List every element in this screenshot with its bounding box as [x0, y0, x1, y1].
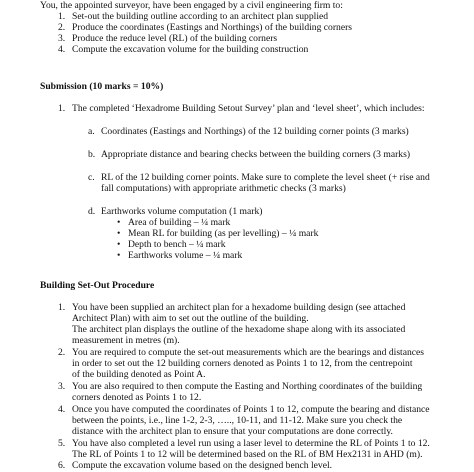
sub-item-text: RL of the 12 building corner points. Make sure to complete the level sheet (+ rise and	[101, 172, 430, 183]
intro-item-number: 1.	[58, 11, 66, 22]
bullet-text: Depth to bench – ¼ mark	[128, 239, 226, 250]
intro-item-number: 2.	[58, 22, 66, 33]
procedure-item-line: corners denoted as Points 1 to 12.	[72, 392, 202, 403]
procedure-item-number: 1.	[58, 302, 66, 313]
intro-item-text: Compute the excavation volume for the building construction	[72, 44, 309, 55]
procedure-item-number: 3.	[58, 381, 66, 392]
procedure-item-line: You are required to compute the set-out measurements which are the bearings and distances	[72, 347, 425, 358]
procedure-item-line: The architect plan displays the outline of the hexadome shape along with its associated	[72, 324, 406, 335]
sub-item-text: Appropriate distance and bearing checks between the building corners (3 marks)	[101, 149, 411, 160]
procedure-item-line: You have also completed a level run using a laser level to determine the RL of Points 1 to 12.	[72, 438, 430, 449]
intro-item-text: Set-out the building outline according to an architect plan supplied	[72, 11, 329, 22]
sub-item-text: Coordinates (Eastings and Northings) of the 12 building corner points (3 marks)	[101, 126, 409, 137]
sub-item-letter: b.	[88, 149, 96, 160]
procedure-item-number: 5.	[58, 438, 66, 449]
procedure-item-line: Architect Plan) with aim to set out the outline of the building.	[72, 313, 309, 324]
sub-item-letter: c.	[88, 172, 95, 183]
intro-lead: You, the appointed surveyor, have been engaged by a civil engineering firm to:	[40, 0, 343, 11]
procedure-item-line: between the points, i.e., line 1-2, 2-3, ….., 10-11, and 11-12. Make sure you check the	[72, 415, 403, 426]
intro-item-text: Produce the coordinates (Eastings and Northings) of the building corners	[72, 22, 353, 33]
bullet-text: Mean RL for building (as per levelling) – ¼ mark	[128, 228, 319, 239]
bullet-text: Area of building – ¼ mark	[128, 217, 231, 228]
procedure-item-line: measurement in metres (m).	[72, 335, 180, 346]
procedure-item-line: of the building denoted as Point A.	[72, 369, 206, 380]
bullet-text: Earthworks volume – ¼ mark	[128, 250, 243, 261]
submission-item-text: The completed ‘Hexadrome Building Setout Survey’ plan and ‘level sheet’, which includes:	[72, 103, 425, 114]
submission-heading: Submission (10 marks = 10%)	[40, 81, 164, 92]
procedure-item-line: You have been supplied an architect plan for a hexadome building design (see attached	[72, 302, 406, 313]
procedure-item-number: 2.	[58, 347, 66, 358]
procedure-item-line: Compute the excavation volume based on the designed bench level.	[72, 460, 333, 471]
procedure-item-line: The RL of Points 1 to 12 will be determined based on the RL of BM Hex2131 in AHD (m).	[72, 449, 423, 460]
sub-item-text: fall computations) with appropriate arithmetic checks (3 marks)	[101, 183, 346, 194]
procedure-item-line: in order to set out the 12 building corners denoted as Points 1 to 12, from the centrepoint	[72, 358, 413, 369]
submission-item-number: 1.	[58, 103, 66, 114]
sub-item-text: Earthworks volume computation (1 mark)	[101, 206, 263, 217]
procedure-item-number: 6.	[58, 460, 66, 471]
intro-item-text: Produce the reduce level (RL) of the building corners	[72, 33, 278, 44]
procedure-item-number: 4.	[58, 404, 66, 415]
procedure-heading: Building Set-Out Procedure	[40, 280, 155, 291]
procedure-item-line: Once you have computed the coordinates of Points 1 to 12, compute the bearing and distance	[72, 404, 430, 415]
bullet-icon: •	[117, 228, 121, 239]
sub-item-letter: a.	[88, 126, 95, 137]
procedure-item-line: distance with the architect plan to ensure that your computations are done correctly.	[72, 426, 393, 437]
intro-item-number: 4.	[58, 44, 66, 55]
intro-item-number: 3.	[58, 33, 66, 44]
bullet-icon: •	[117, 217, 121, 228]
bullet-icon: •	[117, 250, 121, 261]
procedure-item-line: You are also required to then compute the Easting and Northing coordinates of the building	[72, 381, 423, 392]
sub-item-letter: d.	[88, 206, 96, 217]
bullet-icon: •	[117, 239, 121, 250]
